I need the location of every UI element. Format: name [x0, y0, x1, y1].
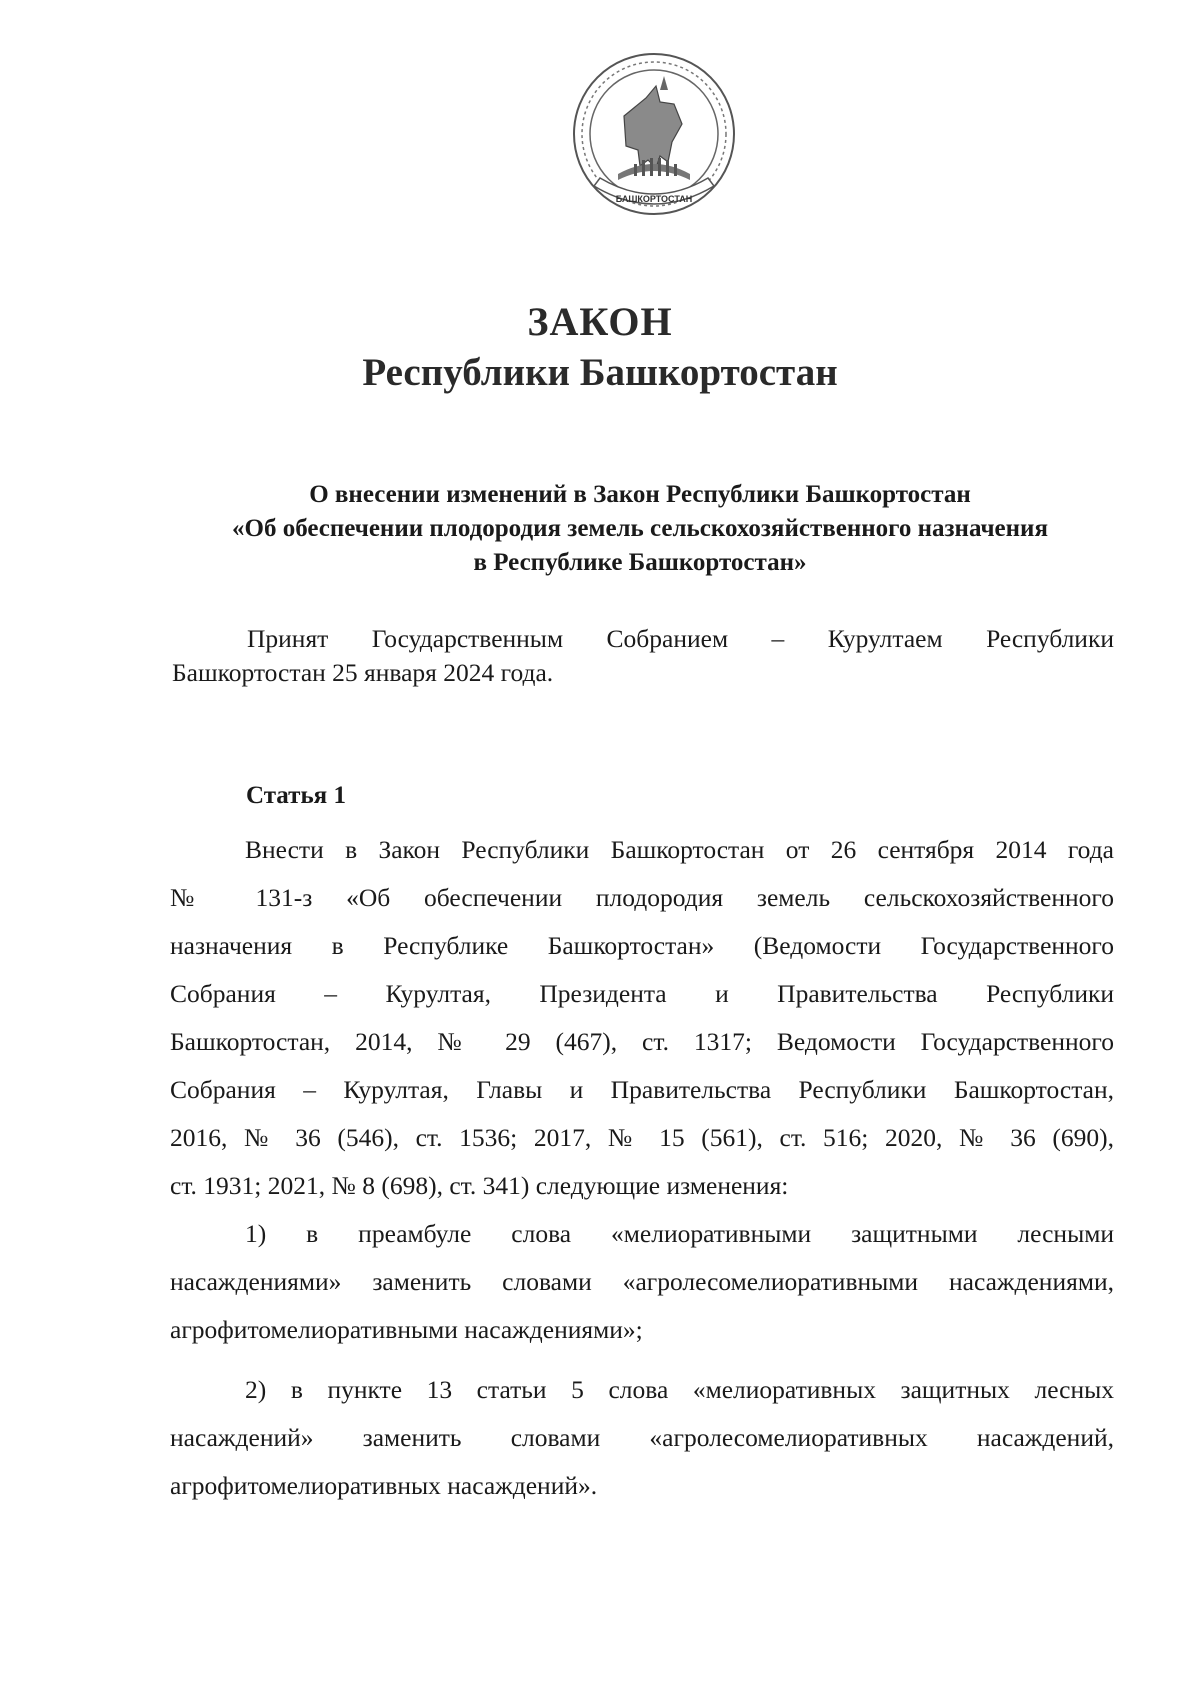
text-line: 2) в пункте 13 статьи 5 слова «мелиоративных защитных лесных — [245, 1375, 1114, 1404]
amendment-item-2 — [170, 1366, 1114, 1510]
text-line: 1) в преамбуле слова «мелиоративными защитными лесными — [245, 1219, 1114, 1248]
law-subject — [160, 478, 1120, 580]
coat-of-arms-emblem — [564, 46, 744, 230]
adoption-statement — [172, 622, 1114, 690]
subject-line: О внесении изменений в Закон Республики Башкортостан — [309, 481, 971, 508]
text-line: агрофитомелиоративных насаждений». — [170, 1471, 598, 1500]
adoption-line: Принят Государственным Собранием – Курултаем Республики — [247, 624, 1114, 653]
adoption-line: Башкортостан 25 января 2024 года. — [172, 658, 554, 687]
amendment-item-1 — [170, 1210, 1114, 1354]
emblem-ribbon-text: БАШКОРТОСТАН — [615, 194, 693, 204]
text-line: № 131-з «Об обеспечении плодородия земель сельскохозяйственного — [170, 883, 1114, 912]
text-line: насаждений» заменить словами «агролесомелиоративных насаждений, — [170, 1423, 1114, 1452]
text-line: Собрания – Курултая, Главы и Правительства Республики Башкортостан, — [170, 1075, 1114, 1104]
text-line: Собрания – Курултая, Президента и Правительства Республики — [170, 979, 1114, 1008]
subject-line: в Республике Башкортостан» — [473, 549, 807, 576]
document-subtitle: Республики Башкортостан — [362, 351, 838, 394]
article-heading: Статья 1 — [246, 782, 346, 809]
text-line: насаждениями» заменить словами «агролесомелиоративными насаждениями, — [170, 1267, 1114, 1296]
document-title: ЗАКОН — [527, 299, 673, 344]
text-line: Внести в Закон Республики Башкортостан от 26 сентября 2014 года — [245, 835, 1114, 864]
article-body — [170, 826, 1114, 1510]
subject-line: «Об обеспечении плодородия земель сельскохозяйственного назначения — [232, 515, 1048, 542]
text-line: ст. 1931; 2021, № 8 (698), ст. 341) следующие изменения: — [170, 1171, 789, 1200]
text-line: 2016, № 36 (546), ст. 1536; 2017, № 15 (561), ст. 516; 2020, № 36 (690), — [170, 1123, 1114, 1152]
text-line: назначения в Республике Башкортостан» (Ведомости Государственного — [170, 931, 1114, 960]
article-intro-paragraph — [170, 826, 1114, 1210]
text-line: Башкортостан, 2014, № 29 (467), ст. 1317; Ведомости Государственного — [170, 1027, 1114, 1056]
text-line: агрофитомелиоративными насаждениями»; — [170, 1315, 643, 1344]
